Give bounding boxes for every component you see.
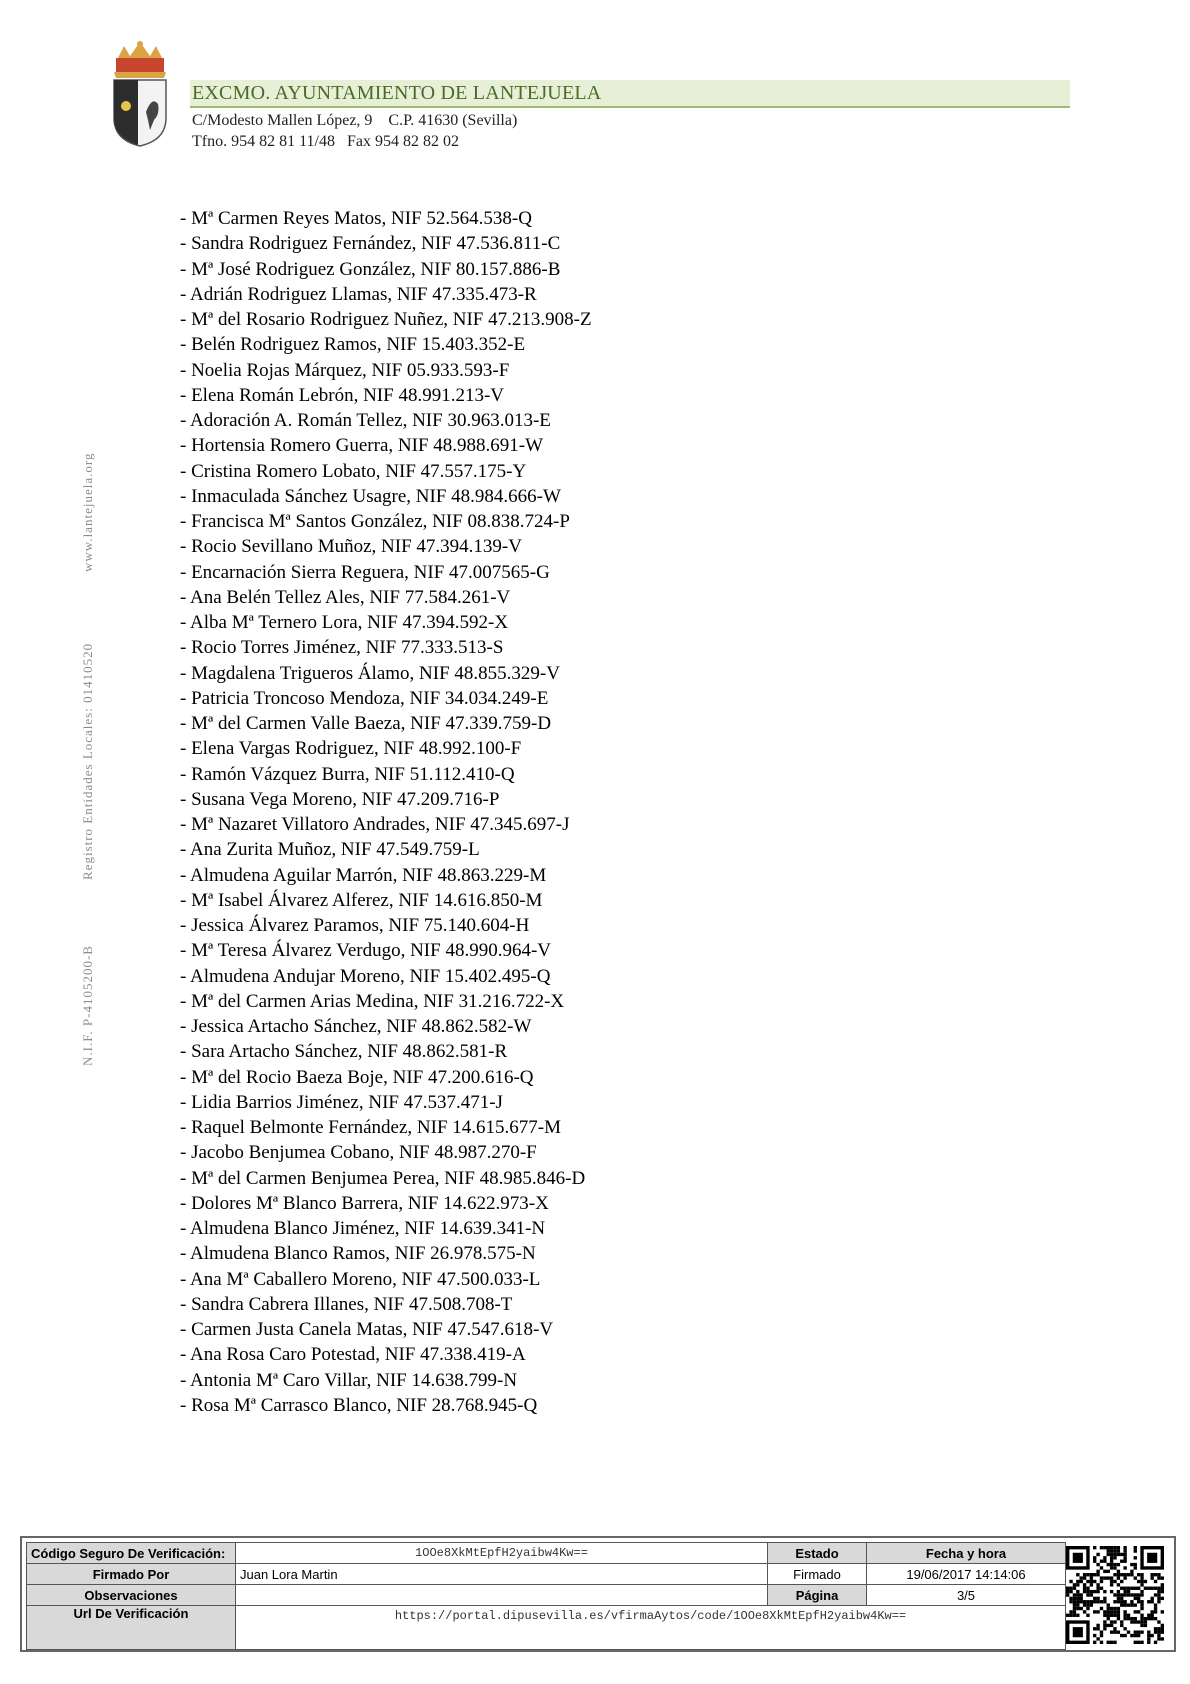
list-item: - Rocio Sevillano Muñoz, NIF 47.394.139-V <box>180 536 522 558</box>
csv-label: Código Seguro De Verificación: <box>27 1543 236 1564</box>
list-item: - Elena Román Lebrón, NIF 48.991.213-V <box>180 384 504 406</box>
verification-table <box>26 1542 1066 1650</box>
list-item: - Jessica Álvarez Paramos, NIF 75.140.604-H <box>180 915 530 936</box>
list-item: - Dolores Mª Blanco Barrera, NIF 14.622.973-X <box>180 1192 549 1214</box>
list-item: - Rosa Mª Carrasco Blanco, NIF 28.768.945-Q <box>180 1394 538 1416</box>
list-item: - Ana Mª Caballero Moreno, NIF 47.500.033-L <box>180 1268 541 1290</box>
list-item: - Alba Mª Ternero Lora, NIF 47.394.592-X <box>180 612 509 633</box>
url-value[interactable]: https://portal.dipusevilla.es/vfirmaAytos/code/1OOe8XkMtEpfH2yaibw4Kw== <box>236 1606 1066 1650</box>
observaciones-value <box>236 1585 768 1606</box>
pagina-value: 3/5 <box>867 1585 1066 1606</box>
list-item: - Jessica Artacho Sánchez, NIF 48.862.582-W <box>180 1016 532 1037</box>
firmado-por-value: Juan Lora Martin <box>236 1564 768 1585</box>
list-item: - Susana Vega Moreno, NIF 47.209.716-P <box>180 788 500 810</box>
list-item: - Noelia Rojas Márquez, NIF 05.933.593-F <box>180 359 510 381</box>
url-label: Url De Verificación <box>27 1606 236 1650</box>
list-item: - Sara Artacho Sánchez, NIF 48.862.581-R <box>180 1041 508 1063</box>
verification-footer <box>20 1536 1176 1652</box>
list-item: - Francisca Mª Santos González, NIF 08.838.724-P <box>180 511 570 532</box>
firmado-por-label: Firmado Por <box>27 1564 236 1585</box>
list-item: - Ana Zurita Muñoz, NIF 47.549.759-L <box>180 839 480 861</box>
side-registry: Registro Entidades Locales: 01410520 <box>80 642 95 880</box>
list-item: - Mª del Rosario Rodriguez Nuñez, NIF 47.213.908-Z <box>180 309 592 330</box>
list-item: - Magdalena Trigueros Álamo, NIF 48.855.329-V <box>180 662 560 684</box>
list-item: - Sandra Rodriguez Fernández, NIF 47.536.811-C <box>180 233 561 255</box>
list-item: - Mª del Carmen Valle Baeza, NIF 47.339.759-D <box>180 713 552 734</box>
qr-code <box>1066 1546 1164 1644</box>
list-item: - Raquel Belmonte Fernández, NIF 14.615.677-M <box>180 1117 561 1138</box>
list-item: - Rocio Torres Jiménez, NIF 77.333.513-S <box>180 637 504 659</box>
organization-contact <box>192 110 517 152</box>
list-item: - Belén Rodriguez Ramos, NIF 15.403.352-E <box>180 334 526 356</box>
list-item: - Mª Carmen Reyes Matos, NIF 52.564.538-Q <box>180 208 532 229</box>
list-item: - Encarnación Sierra Reguera, NIF 47.007565-G <box>180 561 550 583</box>
names-list <box>180 206 592 1418</box>
list-item: - Carmen Justa Canela Matas, NIF 47.547.618-V <box>180 1319 554 1340</box>
side-website: www.lantejuela.org <box>80 452 95 572</box>
pagina-label: Página <box>768 1585 867 1606</box>
list-item: - Almudena Blanco Ramos, NIF 26.978.575-N <box>180 1243 536 1265</box>
fecha-value: 19/06/2017 14:14:06 <box>867 1564 1066 1585</box>
list-item: - Mª Teresa Álvarez Verdugo, NIF 48.990.964-V <box>180 940 551 962</box>
list-item: - Mª del Carmen Arias Medina, NIF 31.216.722-X <box>180 990 565 1012</box>
fecha-label: Fecha y hora <box>867 1543 1066 1564</box>
list-item: - Lidia Barrios Jiménez, NIF 47.537.471-J <box>180 1091 503 1113</box>
list-item: - Hortensia Romero Guerra, NIF 48.988.691-W <box>180 435 544 457</box>
list-item: - Almudena Andujar Moreno, NIF 15.402.495-Q <box>180 965 551 987</box>
csv-value: 1OOe8XkMtEpfH2yaibw4Kw== <box>236 1543 768 1564</box>
organization-phone: Tfno. 954 82 81 11/48 Fax 954 82 82 02 <box>192 133 459 150</box>
list-item: - Patricia Troncoso Mendoza, NIF 34.034.249-E <box>180 687 549 709</box>
list-item: - Ramón Vázquez Burra, NIF 51.112.410-Q <box>180 763 515 785</box>
estado-label: Estado <box>768 1543 867 1564</box>
list-item: - Adrián Rodriguez Llamas, NIF 47.335.473-R <box>180 283 537 305</box>
coat-of-arms-logo <box>108 40 172 148</box>
side-nif: N.I.F. P-4105200-B <box>80 945 95 1066</box>
list-item: - Ana Rosa Caro Potestad, NIF 47.338.419-A <box>180 1344 526 1366</box>
estado-value: Firmado <box>768 1564 867 1585</box>
list-item: - Almudena Aguilar Marrón, NIF 48.863.229-M <box>180 864 547 886</box>
list-item: - Almudena Blanco Jiménez, NIF 14.639.341-N <box>180 1218 546 1239</box>
organization-address: C/Modesto Mallen López, 9 C.P. 41630 (Sevilla) <box>192 112 518 129</box>
list-item: - Mª del Carmen Benjumea Perea, NIF 48.985.846-D <box>180 1167 586 1189</box>
list-item: - Inmaculada Sánchez Usagre, NIF 48.984.666-W <box>180 485 561 507</box>
list-item: - Sandra Cabrera Illanes, NIF 47.508.708-T <box>180 1293 513 1315</box>
list-item: - Ana Belén Tellez Ales, NIF 77.584.261-V <box>180 586 511 608</box>
list-item: - Mª José Rodriguez González, NIF 80.157.886-B <box>180 258 561 280</box>
list-item: - Elena Vargas Rodriguez, NIF 48.992.100-F <box>180 738 522 760</box>
observaciones-label: Observaciones <box>27 1585 236 1606</box>
list-item: - Cristina Romero Lobato, NIF 47.557.175-Y <box>180 460 527 482</box>
list-item: - Mª del Rocio Baeza Boje, NIF 47.200.616-Q <box>180 1066 534 1088</box>
list-item: - Mª Nazaret Villatoro Andrades, NIF 47.345.697-J <box>180 814 570 835</box>
list-item: - Jacobo Benjumea Cobano, NIF 48.987.270-F <box>180 1142 537 1164</box>
list-item: - Antonia Mª Caro Villar, NIF 14.638.799-N <box>180 1369 518 1391</box>
list-item: - Adoración A. Román Tellez, NIF 30.963.013-E <box>180 410 551 431</box>
organization-title: EXCMO. AYUNTAMIENTO DE LANTEJUELA <box>190 80 1070 108</box>
list-item: - Mª Isabel Álvarez Alferez, NIF 14.616.850-M <box>180 889 543 911</box>
